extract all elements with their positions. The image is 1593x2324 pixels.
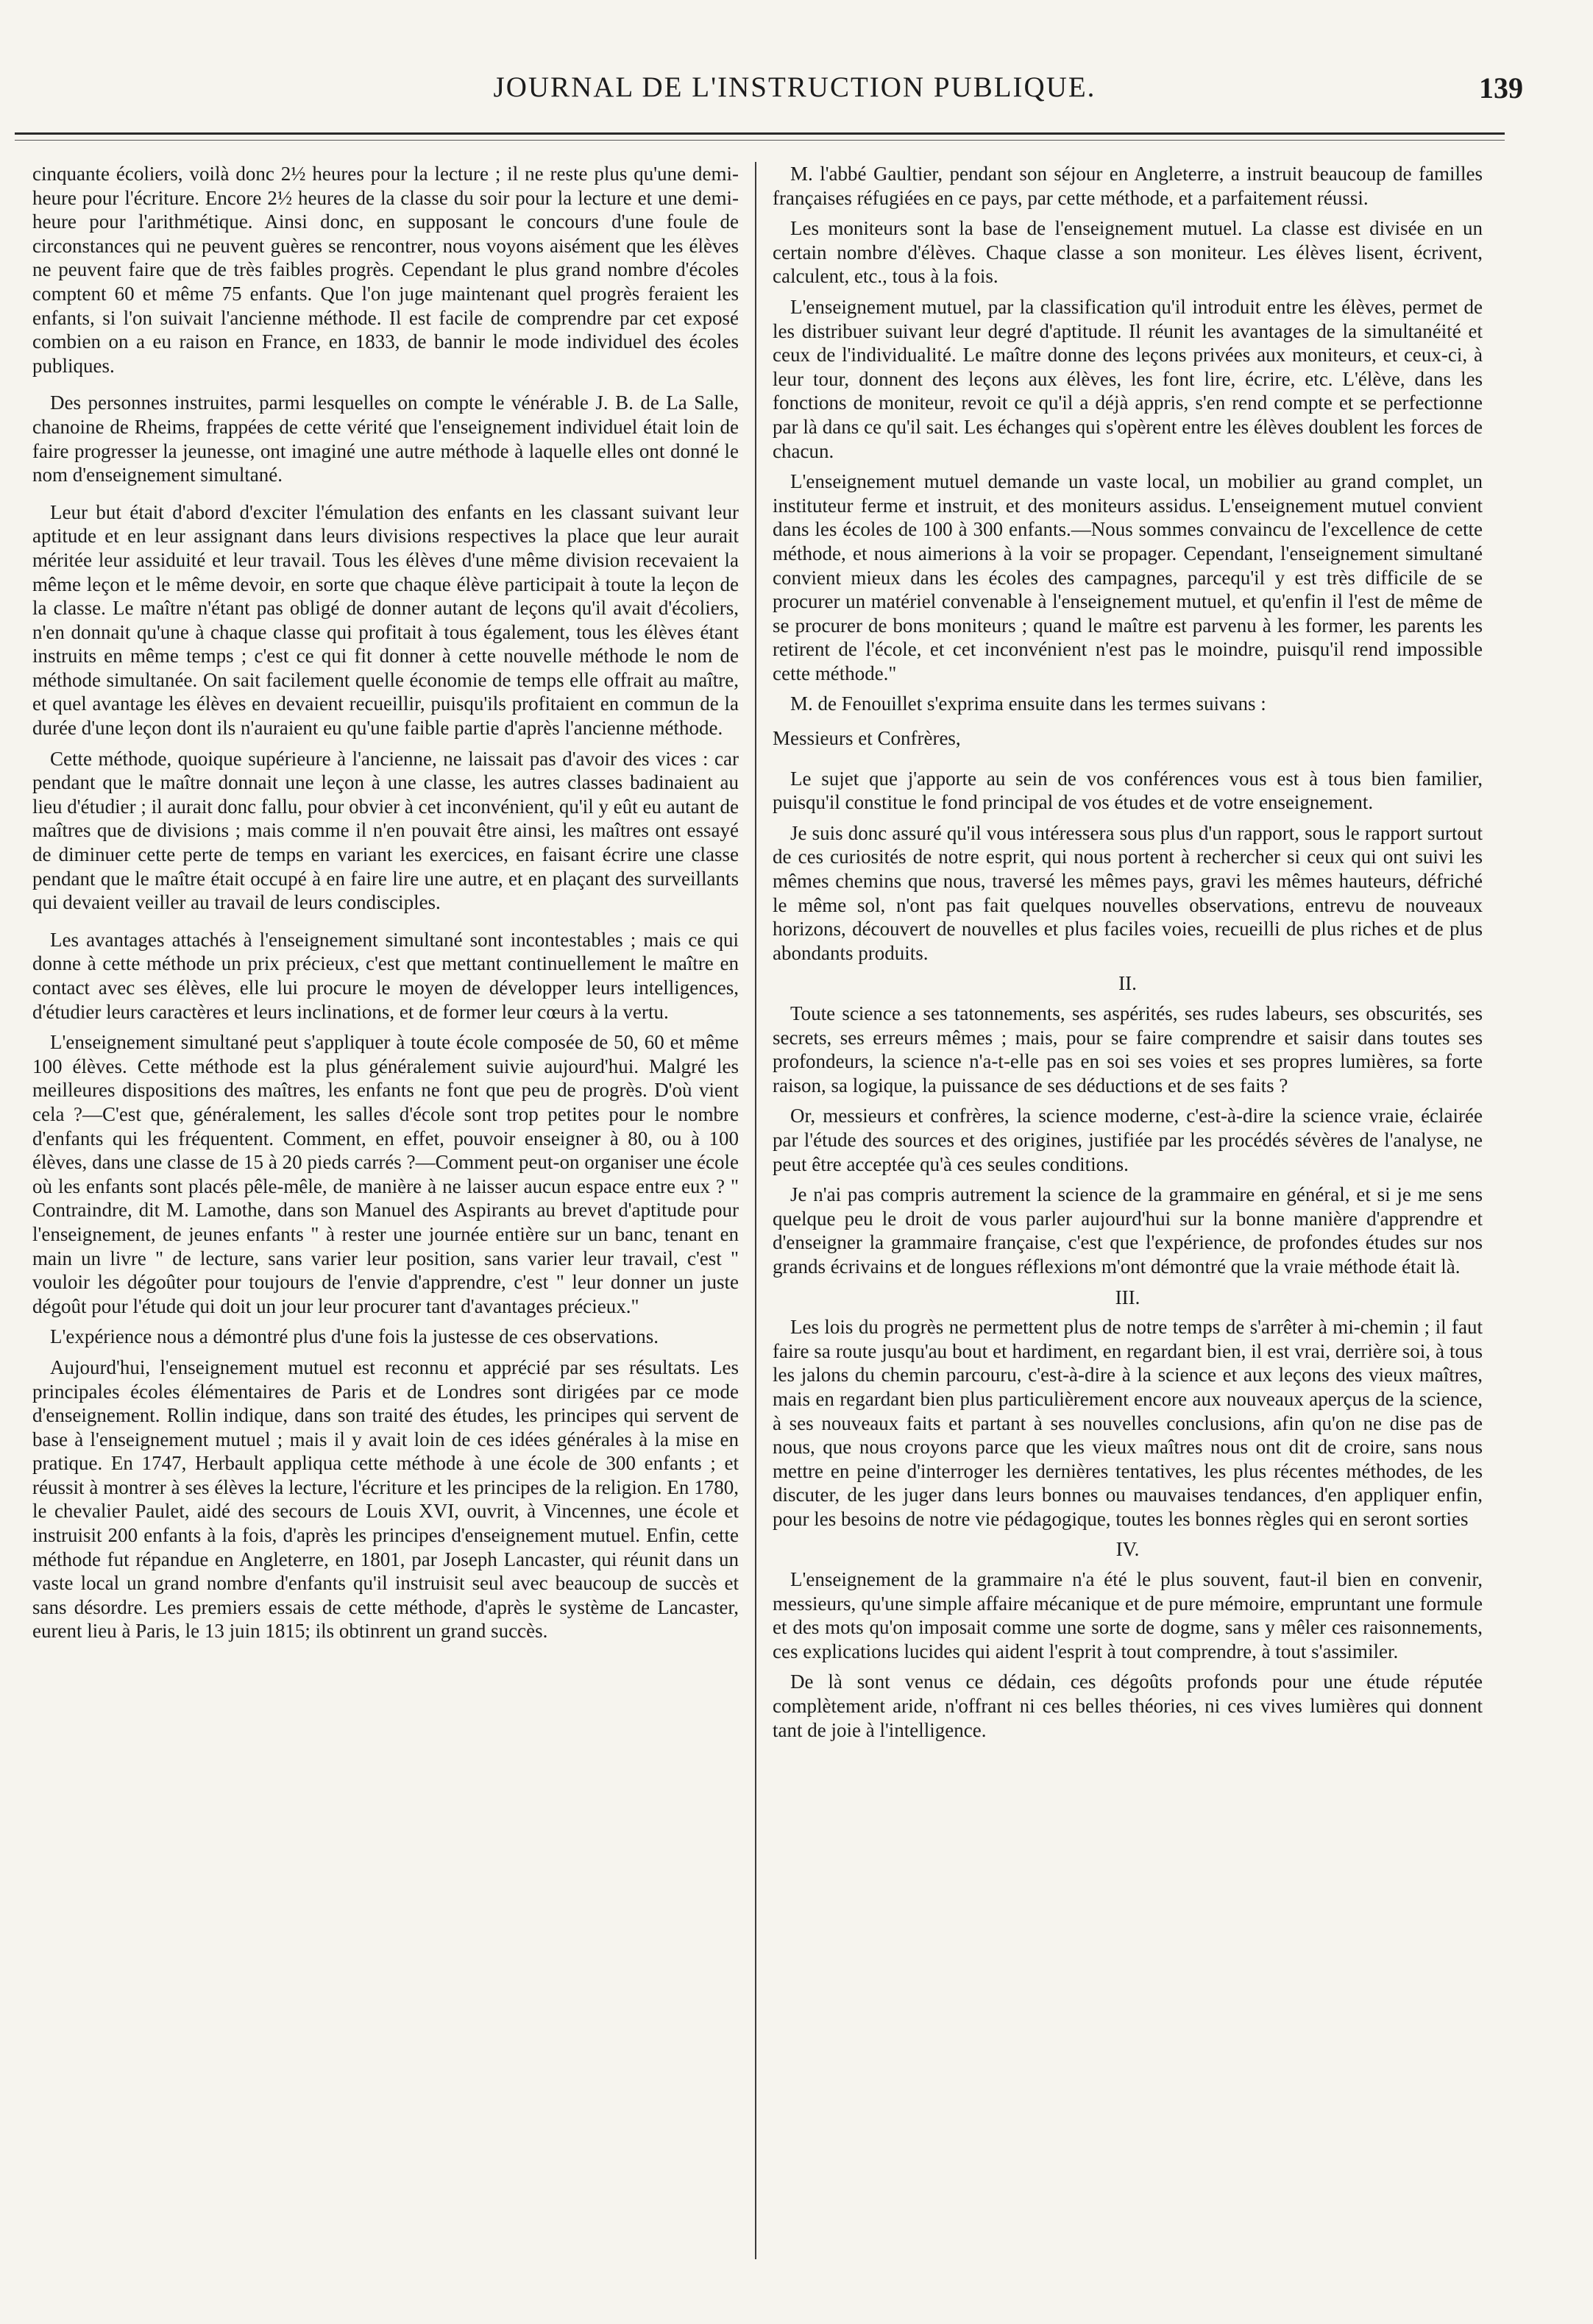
paragraph: cinquante écoliers, voilà donc 2½ heures pour la lecture ; il ne reste plus qu'une demi-heure pour l'écriture. Encore 2½ heures de la classe du soir pour la lecture et une demi-heure pour l'arithmétique. Ainsi donc, en supposant le concours d'une foule de circonstances qui ne peuvent guères se rencontrer, nous voyons aisément que les élèves ne peuvent faire que de très faibles progrès. Cependant le plus grand nombre d'écoles comptent 60 et même 75 enfants. Que l'on juge maintenant quel progrès feraient les enfants, si l'on suivait l'ancienne méthode. Il est facile de comprendre par cet exposé combien on a eu raison en France, en 1833, de bannir le mode individuel des écoles publiques. xyxy=(32,163,739,377)
header-rule xyxy=(15,132,1505,135)
paragraph: L'enseignement simultané peut s'appliquer à toute école composée de 50, 60 et même 100 élèves. Cette méthode est la plus généralement suivie aujourd'hui. Malgré les meilleures dispositions des maîtres, les enfants ne font que peu de progrès. D'où vient cela ?—C'est que, généralement, les salles d'école sont trop petites pour le nombre d'enfants qui les fréquentent. Comment, en effet, pouvoir enseigner à 80, ou à 100 élèves, dans une classe de 15 à 20 pieds carrés ?—Comment peut-on organiser une école où les enfants sont placés pêle-mêle, de manière à ne laisser aucun espace entre eux ? " Contraindre, dit M. Lamothe, dans son Manuel des Aspirants au brevet d'aptitude pour l'enseignement, de jeunes enfants " à rester une journée entière sur un banc, tenant en main un livre " de lecture, sans varier leur position, sans varier leur travail, c'est " vouloir les dégoûter pour toujours de l'envie d'apprendre, c'est " leur donner un juste dégoût pour l'étude qui doit un jour leur procurer tant d'avantages précieux." xyxy=(32,1031,739,1317)
paragraph: L'enseignement mutuel, par la classification qu'il introduit entre les élèves, permet de les distribuer suivant leur degré d'aptitude. Il réunit les avantages de la simultanéité et ceux de l'individualité. Le maître donne des leçons privées aux moniteurs, et ceux-ci, à leur tour, donnent des leçons aux élèves, les font lire, écrire, etc. L'élève, dans les fonctions de moniteur, revoit ce qu'il a déjà appris, s'en rend compte et se perfectionne par là dans ce qu'il sait. Les échanges qui s'opèrent entre les élèves doublent les forces de chacun. xyxy=(773,295,1483,462)
section-heading: III. xyxy=(1115,1286,1140,1308)
section-heading: IV. xyxy=(1115,1538,1140,1561)
paragraph: De là sont venus ce dédain, ces dégoûts profonds pour une étude réputée complètement aride, n'offrant ni ces belles théories, ni ces vives lumières qui donnent tant de joie à l'intelligence. xyxy=(773,1671,1483,1741)
paragraph: Leur but était d'abord d'exciter l'émulation des enfants en les classant suivant leur aptitude et en leur assignant dans leurs divisions respectives la place que leur aurait méritée leur assiduité et leur travail. Tous les élèves d'une même division recevaient la même leçon et le même devoir, en sorte que chaque élève participait à toute la leçon de la classe. Le maître n'étant pas obligé de donner autant de leçons qu'il avait d'écoliers, n'en donnait qu'une à chaque classe qui profitait à tous également, tous les élèves étant instruits en même temps ; c'est ce qui fit donner à cette nouvelle méthode le nom de méthode simultanée. On sait facilement quelle économie de temps elle offrait au maître, et quel avantage les élèves en devaient recueillir, puisqu'ils profitaient en commun de la durée d'une leçon dont ils n'auraient eu qu'une faible partie d'après l'ancienne méthode. xyxy=(32,500,739,740)
paragraph: Je suis donc assuré qu'il vous intéressera sous plus d'un rapport, sous le rapport surtout de ces curiosités de notre esprit, qui nous portent à rechercher si ceux qui ont suivi les mêmes chemins que nous, traversé les mêmes pays, gravi les mêmes hauteurs, défriché le même sol, n'ont pas fait quelques nouvelles observations, entrevu de nouveaux horizons, découvert de nouvelles et plus faciles voies, recueilli de plus riches et de plus abondants produits. xyxy=(773,821,1483,964)
page-number: 139 xyxy=(1479,71,1523,104)
paragraph: Toute science a ses tatonnements, ses aspérités, ses rudes labeurs, ses obscurités, ses secrets, ses erreurs mêmes ; mais, pour se faire comprendre et saisir dans toutes ses profondeurs, la science n'a-t-elle pas en soi ses voies et ses propres lumières, sa forte raison, sa logique, la puissance de ses déductions et de ses faits ? xyxy=(773,1002,1483,1097)
paragraph: M. de Fenouillet s'exprima ensuite dans les termes suivans : xyxy=(790,692,1266,715)
paragraph: M. l'abbé Gaultier, pendant son séjour en Angleterre, a instruit beaucoup de familles françaises réfugiées en ce pays, par cette méthode, et a parfaitement réussi. xyxy=(773,163,1483,209)
paragraph: Les lois du progrès ne permettent plus de notre temps de s'arrêter à mi-chemin ; il faut faire sa route jusqu'au bout et hardiment, en regardant bien, il est vrai, derrière soi, à tous les jalons du chemin parcouru, c'est-à-dire à la science et aux leçons des vieux maîtres, mais en regardant bien plus particulièrement encore aux nouveaux aperçus de la science, à ses nouveaux faits et partant à ses nouvelles conclusions, afin qu'on ne dise pas de nous, que nous croyons parce que les vieux maîtres nous ont dit de croire, sans nous mettre en peine d'interroger les dernières tentatives, les plus récentes méthodes, de les discuter, de les juger dans leurs bonnes ou mauvaises tendances, d'en appliquer enfin, pour les besoins de notre vie pédagogique, toutes les bonnes règles qui en seront sorties xyxy=(773,1316,1483,1530)
paragraph: Cette méthode, quoique supérieure à l'ancienne, ne laissait pas d'avoir des vices : car pendant que le maître donnait une leçon à une classe, les autres classes badinaient au lieu d'étudier ; il aurait donc fallu, pour obvier à cet inconvénient, qu'il y eût eu autant de maîtres que de divisions ; mais comme il n'en pouvait être ainsi, les maîtres ont essayé de diminuer cette perte de temps en variant les exercices, en faisant écrire une classe pendant que le maître était occupé à en faire lire une autre, et en plaçant des surveillants qui devaient veiller au travail de leurs condisciples. xyxy=(32,747,739,914)
paragraph: L'enseignement mutuel demande un vaste local, un mobilier au grand complet, un instituteur ferme et instruit, et des moniteurs assidus. L'enseignement mutuel convient dans les écoles de 100 à 300 enfants.—Nous sommes convaincu de l'excellence de cette méthode, et nous aimerions à la voir se propager. Cependant, l'enseignement simultané convient mieux dans les écoles des campagnes, parcequ'il y est très difficile de se procurer un matériel convenable à l'enseignement mutuel, et qu'enfin il l'est de même de se procurer de bons moniteurs ; quand le maître est parvenu à les former, les parents les retirent de l'école, et cet inconvénient n'est pas le moindre, puisqu'il rend impossible cette méthode." xyxy=(773,470,1483,684)
salutation: Messieurs et Confrères, xyxy=(773,727,961,750)
left-column xyxy=(32,162,739,2296)
page-header xyxy=(44,71,1545,115)
section-heading: II. xyxy=(1118,972,1137,995)
right-column xyxy=(773,162,1483,2296)
header-rule-thin xyxy=(15,140,1505,141)
paragraph: L'enseignement de la grammaire n'a été le plus souvent, faut-il bien en convenir, messieurs, qu'une simple affaire mécanique et de pure mémoire, empruntant une formule et des mots qu'on imposait comme une sorte de dogme, sans y mêler ces raisonnements, ces explications lucides qui aident l'esprit à tout comprendre, à tout s'assimiler. xyxy=(773,1568,1483,1662)
paragraph: Le sujet que j'apporte au sein de vos conférences vous est à tous bien familier, puisqu'il constitue le fond principal de vos études et de votre enseignement. xyxy=(773,767,1483,814)
paragraph: Aujourd'hui, l'enseignement mutuel est reconnu et apprécié par ses résultats. Les principales écoles élémentaires de Paris et de Londres sont dirigées par ce mode d'enseignement. Rollin indique, dans son traité des études, les principes qui servent de base à l'enseignement mutuel ; mais il y avait loin de ces idées générales à la mise en pratique. En 1747, Herbault appliqua cette méthode à une école de 300 enfants ; et réussit à montrer à ses élèves la lecture, l'écriture et les principes de la religion. En 1780, le chevalier Paulet, aidé des secours de Louis XVI, ouvrit, à Vincennes, une école et instruisit 200 enfants à la fois, d'après les principes d'enseignement mutuel. Enfin, cette méthode fut répandue en Angleterre, en 1801, par Joseph Lancaster, qui réunit dans un vaste local un grand nombre d'enfants qu'il instruisit seul avec beaucoup de succès et sans désordre. Les premiers essais de cette méthode, d'après le système de Lancaster, eurent lieu à Paris, le 13 juin 1815; ils obtinrent un grand succès. xyxy=(32,1356,739,1643)
paragraph: Les avantages attachés à l'enseignement simultané sont incontestables ; mais ce qui donne à cette méthode un prix précieux, c'est que mettant continuellement le maître en contact avec ses élèves, elle lui procure le moyen de développer leurs intelligences, d'étudier leurs caractères et leurs inclinations, et de former leur cœurs à la vertu. xyxy=(32,928,739,1023)
running-title: JOURNAL DE L'INSTRUCTION PUBLIQUE. xyxy=(493,71,1096,103)
column-divider xyxy=(755,162,756,2259)
paragraph: Or, messieurs et confrères, la science moderne, c'est-à-dire la science vraie, éclairée par l'étude des sources et des origines, justifiée par les procédés sévères de l'analyse, ne peut être acceptée qu'à ces seules conditions. xyxy=(773,1105,1483,1175)
paragraph: Des personnes instruites, parmi lesquelles on compte le vénérable J. B. de La Salle, chanoine de Rheims, frappées de cette vérité que l'enseignement individuel était loin de faire progresser la jeunesse, ont imaginé une autre méthode à laquelle elles ont donné le nom d'enseignement simultané. xyxy=(32,392,739,486)
paragraph: Les moniteurs sont la base de l'enseignement mutuel. La classe est divisée en un certain nombre d'élèves. Chaque classe a son moniteur. Les élèves lisent, écrivent, calculent, etc., tous à la fois. xyxy=(773,217,1483,288)
paragraph: L'expérience nous a démontré plus d'une fois la justesse de ces observations. xyxy=(50,1325,659,1348)
paragraph: Je n'ai pas compris autrement la science de la grammaire en général, et si je me sens quelque peu le droit de vous parler aujourd'hui sur la bonne manière d'apprendre et d'enseigner la grammaire française, c'est que l'expérience, de profondes études sur nos grands écrivains et de longues réflexions m'ont démontré que la vraie méthode était là. xyxy=(773,1183,1483,1278)
